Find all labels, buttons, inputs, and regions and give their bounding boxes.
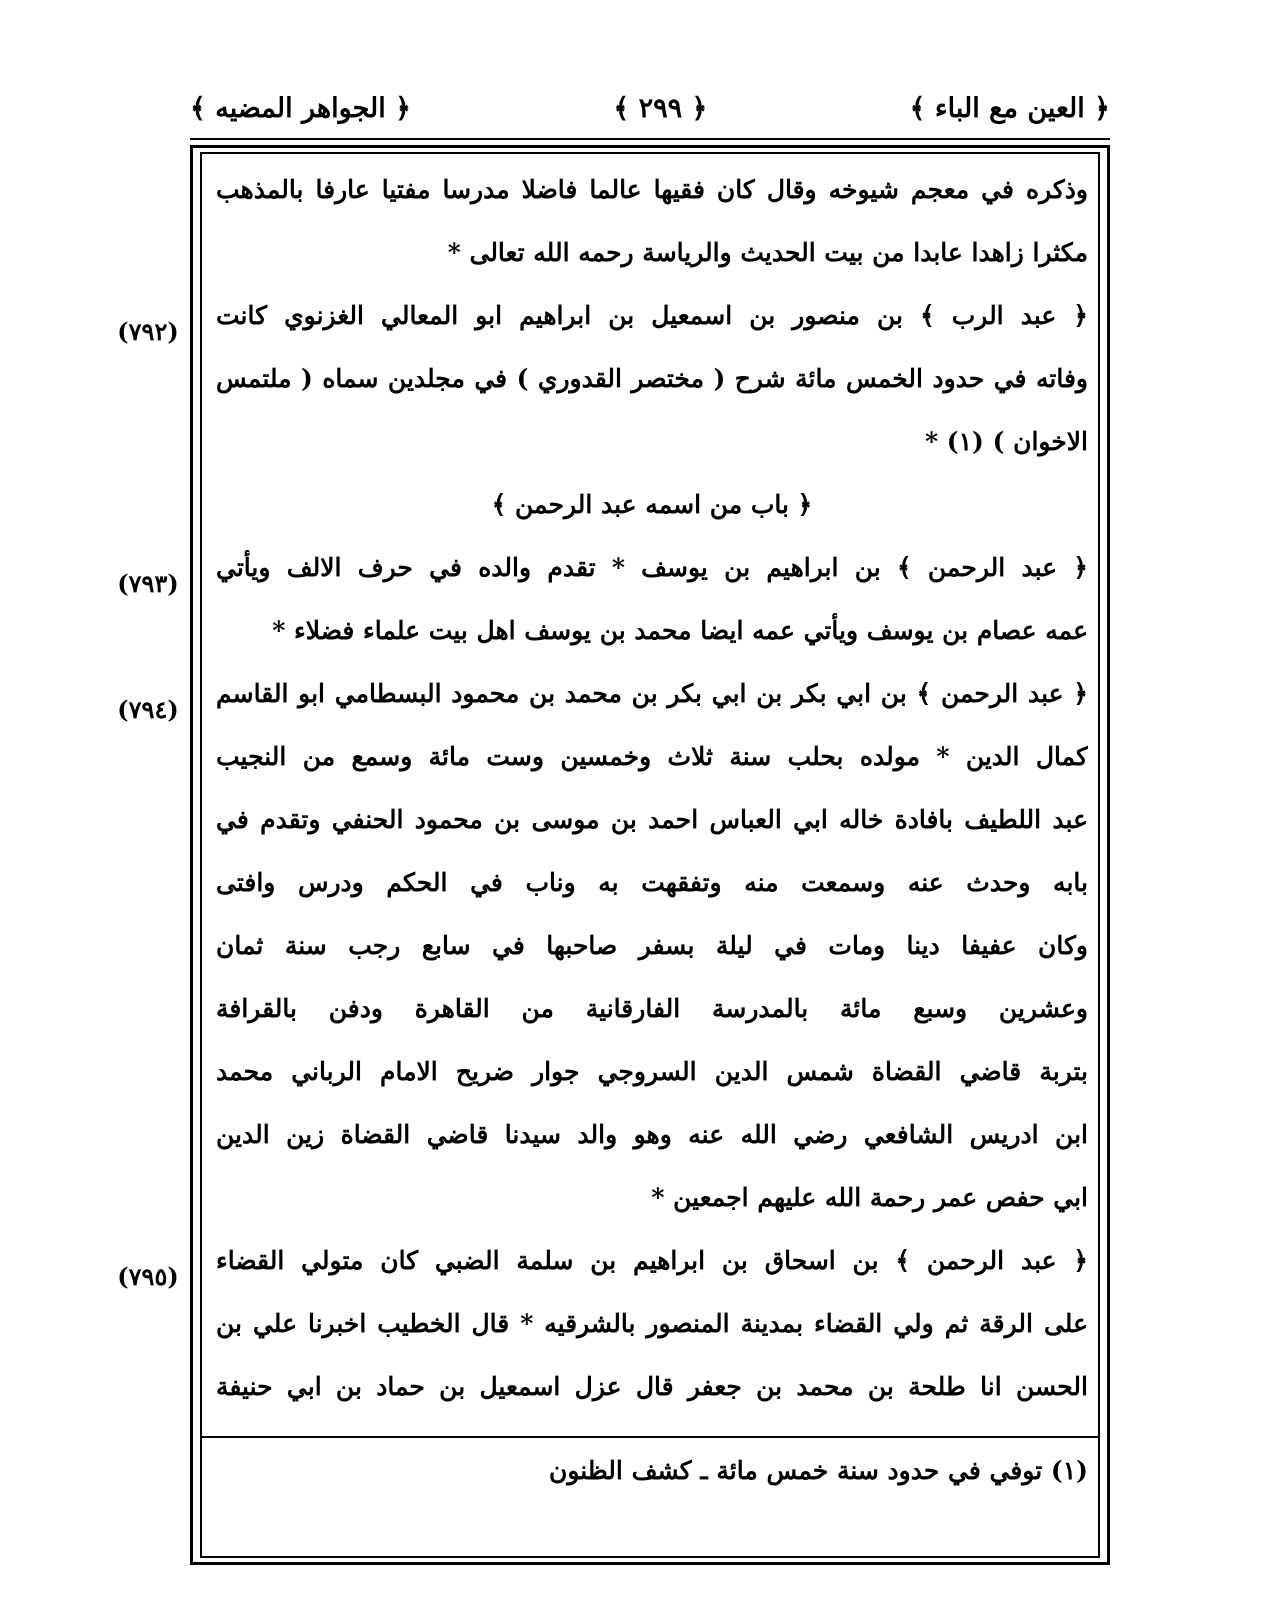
text-line: وذكره في معجم شيوخه وقال كان فقيها عالما فاضلا مدرسا مفتيا عارفا بالمذهب xyxy=(216,175,1088,204)
body-text xyxy=(216,158,1088,1418)
text-line: بتربة قاضي القضاة شمس الدين السروجي جوار ضريح الامام الرباني محمد xyxy=(216,1057,1088,1086)
text-line: عمه عصام بن يوسف ويأتي عمه ايضا محمد بن يوسف اهل بيت علماء فضلاء * xyxy=(272,616,1088,645)
footnote-rule xyxy=(200,1436,1100,1438)
section-heading: ﴿ العين مع الباء ﴾ xyxy=(909,92,1110,124)
text-line: عبد اللطيف بافادة خاله ابي العباس احمد بن موسى بن محمود الحنفي وتقدم في xyxy=(216,805,1088,834)
page-number: ﴿ ٢٩٩ ﴾ xyxy=(613,92,708,124)
text-line: كمال الدين * مولده بحلب سنة ثلاث وخمسين وست مائة وسمع من النجيب xyxy=(216,742,1088,771)
footnote: (١) توفي في حدود سنة خمس مائة ـ كشف الظنون xyxy=(548,1456,1088,1485)
text-line: ابي حفص عمر رحمة الله عليهم اجمعين * xyxy=(651,1183,1088,1212)
entry-line: ﴿ عبد الرحمن ﴾ بن اسحاق بن ابراهيم بن سلمة الضبي كان متولي القضاء xyxy=(216,1246,1088,1275)
entry-number: (٧٩٤) xyxy=(117,695,179,724)
entry-number: (٧٩٣) xyxy=(117,569,179,598)
header-rule xyxy=(190,138,1110,140)
entry-number: (٧٩٢) xyxy=(117,317,179,346)
text-line: الاخوان ) (١) * xyxy=(925,427,1088,456)
text-line: بابه وحدث عنه وسمعت منه وتفقهت به وناب في الحكم ودرس وافتى xyxy=(216,868,1088,897)
text-line: ابن ادريس الشافعي رضي الله عنه وهو والد سيدنا قاضي القضاة زين الدين xyxy=(216,1120,1088,1149)
text-line: على الرقة ثم ولي القضاء بمدينة المنصور بالشرقيه * قال الخطيب اخبرنا علي بن xyxy=(216,1309,1088,1338)
page-header xyxy=(190,78,1110,138)
entry-line: ﴿ عبد الرب ﴾ بن منصور بن اسمعيل بن ابراهيم ابو المعالي الغزنوي كانت xyxy=(216,301,1088,330)
entry-number: (٧٩٥) xyxy=(117,1262,179,1291)
chapter-heading: ﴿ باب من اسمه عبد الرحمن ﴾ xyxy=(491,490,813,519)
text-line: الحسن انا طلحة بن محمد بن جعفر قال عزل اسمعيل بن حماد بن ابي حنيفة xyxy=(216,1372,1088,1401)
text-line: وكان عفيفا دينا ومات في ليلة بسفر صاحبها في سابع رجب سنة ثمان xyxy=(216,931,1088,960)
text-line: مكثرا زاهدا عابدا من بيت الحديث والرياسة رحمه الله تعالى * xyxy=(447,238,1088,267)
entry-line: ﴿ عبد الرحمن ﴾ بن ابي بكر بن ابي بكر بن محمد بن محمود البسطامي ابو القاسم xyxy=(216,679,1088,708)
entry-line: ﴿ عبد الرحمن ﴾ بن ابراهيم بن يوسف * تقدم والده في حرف الالف ويأتي xyxy=(216,553,1088,582)
book-title: ﴿ الجواهر المضيه ﴾ xyxy=(190,92,411,124)
text-line: وعشرين وسبع مائة بالمدرسة الفارقانية من القاهرة ودفن بالقرافة xyxy=(216,994,1088,1023)
text-line: وفاته في حدود الخمس مائة شرح ( مختصر القدوري ) في مجلدين سماه ( ملتمس xyxy=(216,364,1088,393)
